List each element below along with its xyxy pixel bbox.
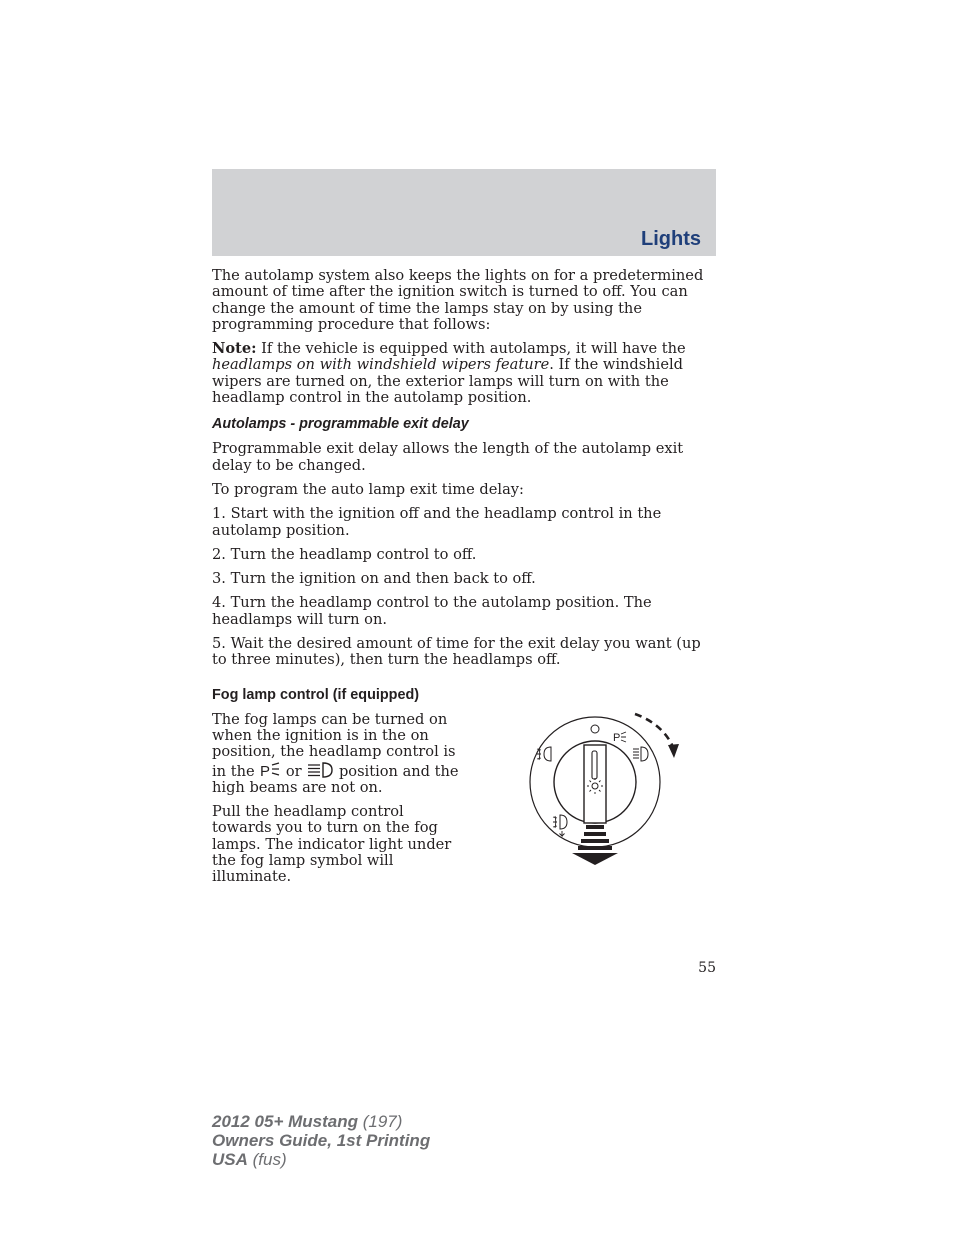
- step-3: 3. Turn the ignition on and then back to off.: [212, 570, 536, 588]
- footer-market-code: (fus): [247, 1150, 287, 1169]
- rotation-arrow-icon: [668, 744, 679, 758]
- footer-imprint: [212, 1112, 430, 1169]
- parking-lamp-icon: [259, 761, 281, 779]
- fog-text-or: or: [285, 762, 302, 780]
- svg-text:P: P: [260, 762, 271, 779]
- fog-lamp-heading: Fog lamp control (if equipped): [212, 686, 420, 703]
- footer-line-1: [212, 1112, 430, 1131]
- footer-line-3: [212, 1150, 430, 1169]
- page-number: 55: [698, 960, 716, 976]
- off-position-icon: [591, 725, 599, 733]
- front-fog-lamp-icon: [537, 747, 551, 761]
- section-title: Lights: [641, 228, 701, 250]
- parking-position-icon: [613, 732, 626, 744]
- note-text-2: . If the windshield wipers are turned on, the exterior lamps will turn on with the headlamp control in the autolamp position.: [212, 356, 683, 407]
- intro-paragraph: The autolamp system also keeps the lights on for a predetermined amount of time after the ignition switch is turned to off. You can change the amount of time the lamps stay on by using the programming procedure that follows:: [212, 267, 704, 333]
- note-paragraph: [212, 341, 716, 406]
- svg-text:P: P: [613, 732, 621, 744]
- note-label: Note:: [212, 340, 257, 358]
- footer-market: USA: [212, 1150, 248, 1169]
- headlamp-control-diagram: [520, 705, 680, 875]
- autolamps-heading: Autolamps - programmable exit delay: [212, 416, 469, 433]
- program-intro-paragraph: To program the auto lamp exit time delay:: [212, 480, 524, 498]
- footer-edition: Owners Guide, 1st Printing: [212, 1131, 431, 1150]
- fog-lamp-text: [212, 712, 462, 886]
- headlamp-icon: [306, 761, 334, 779]
- footer-model-code: (197): [358, 1112, 403, 1131]
- fog-paragraph-2: Pull the headlamp control towards you to turn on the fog lamps. The indicator light under the fog lamp symbol will illuminate.: [212, 803, 452, 886]
- section-header-band: [212, 169, 716, 256]
- step-5: 5. Wait the desired amount of time for the exit delay you want (up to three minutes), then turn the headlamps off.: [212, 635, 701, 669]
- footer-model: 2012 05+ Mustang: [212, 1112, 358, 1131]
- fog-text-a: The fog lamps can be turned on when the ignition is in the on position, the headlamp control is in the: [212, 710, 456, 780]
- step-1: 1. Start with the ignition off and the headlamp control in the autolamp position.: [212, 505, 662, 539]
- knob-grip: [584, 745, 606, 823]
- step-4: 4. Turn the headlamp control to the autolamp position. The headlamps will turn on.: [212, 594, 652, 628]
- fog-text-b: position and the high beams are not on.: [212, 762, 459, 796]
- exit-delay-paragraph: Programmable exit delay allows the length of the autolamp exit delay to be changed.: [212, 440, 684, 474]
- rotation-path: [635, 714, 673, 747]
- fog-paragraph-1: [212, 712, 462, 796]
- note-text-1: If the vehicle is equipped with autolamps, it will have the: [256, 340, 686, 358]
- footer-line-2: [212, 1131, 430, 1150]
- step-2: 2. Turn the headlamp control to off.: [212, 545, 477, 563]
- headlamp-position-icon: [633, 747, 648, 761]
- note-feature: headlamps on with windshield wipers feature: [212, 356, 550, 374]
